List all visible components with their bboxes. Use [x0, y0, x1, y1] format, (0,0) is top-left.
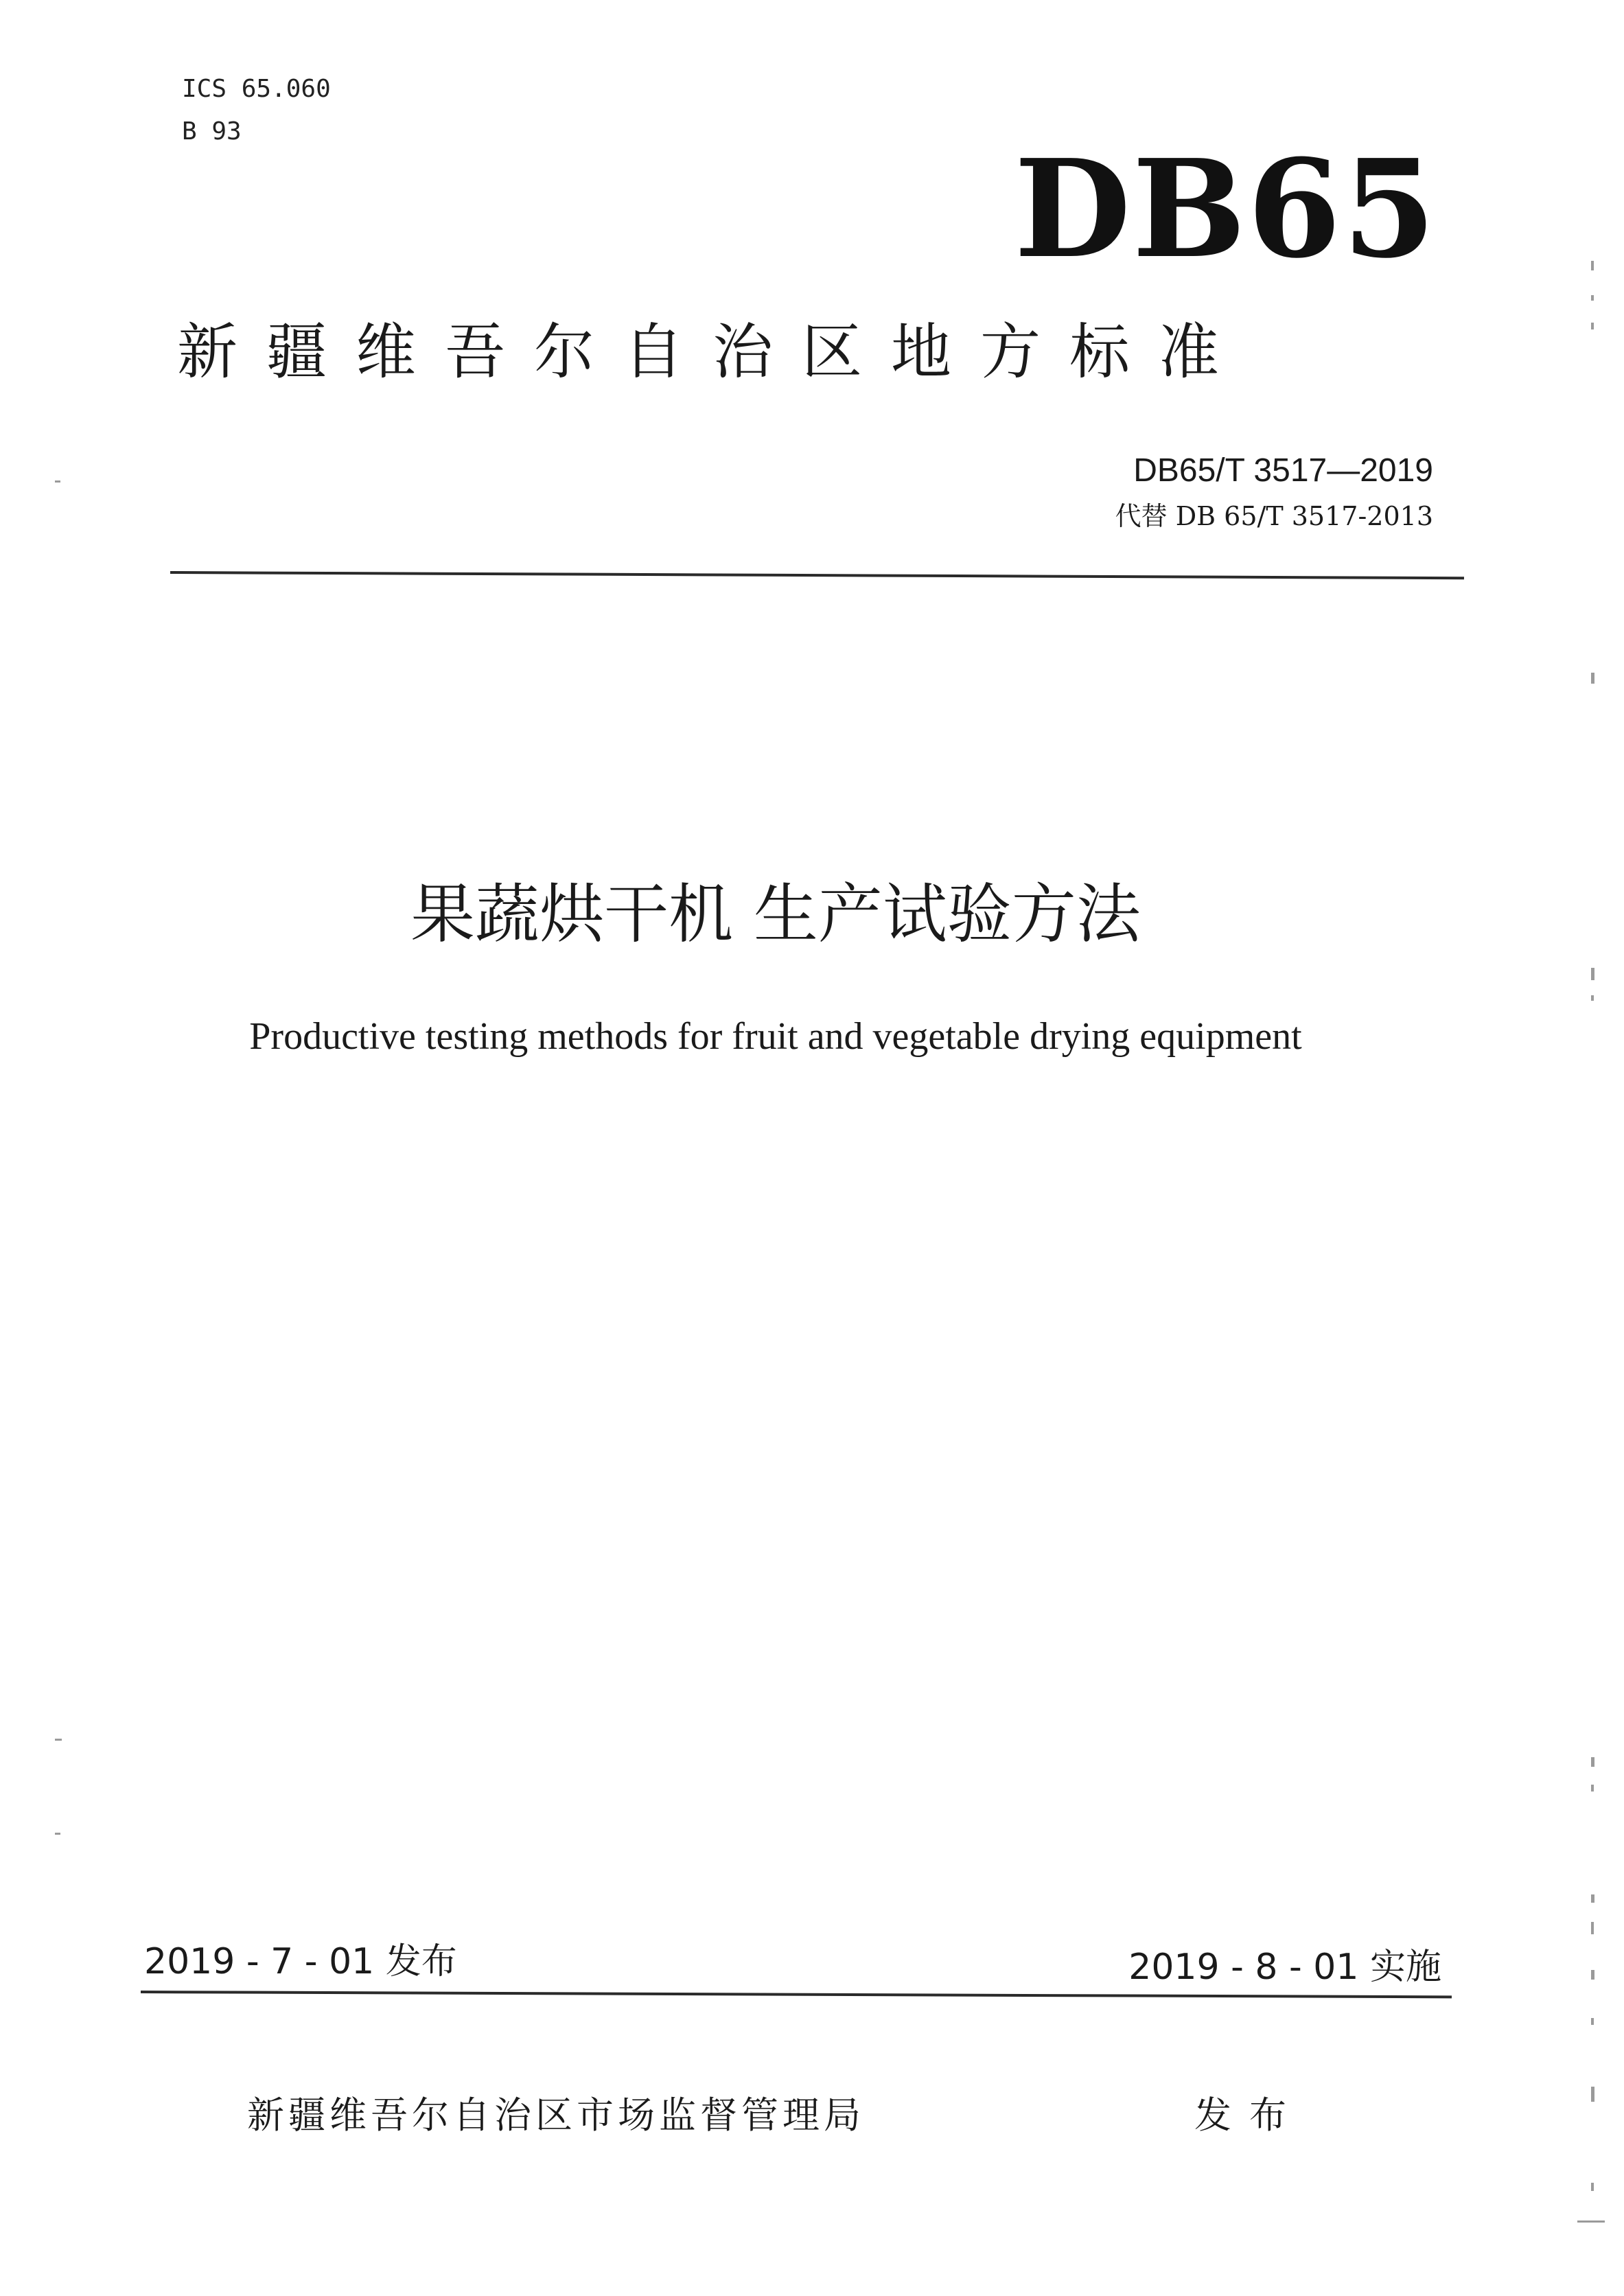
title-chinese: 果蔬烘干机 生产试验方法 — [410, 877, 1141, 952]
publish-date: 2019 - 7 - 01 发布 — [144, 1941, 457, 1982]
bottom-divider — [141, 1991, 1452, 1998]
replaces-standard: 代替 DB 65/T 3517-2013 — [1115, 501, 1433, 531]
implement-date: 2019 - 8 - 01 实施 — [1128, 1947, 1441, 1988]
top-divider — [170, 571, 1464, 579]
standard-type-heading: 新疆维吾尔自治区地方标准 — [177, 316, 1249, 387]
issue-label: 发布 — [1194, 2094, 1304, 2137]
standard-logo: DB65 — [1014, 130, 1437, 288]
ics-code: ICS 65.060 — [182, 75, 331, 103]
ccs-code: B 93 — [182, 117, 242, 146]
title-english: Productive testing methods for fruit and vegetable drying equipment — [249, 1015, 1302, 1058]
standard-number: DB65/T 3517—2019 — [1133, 452, 1433, 489]
issuing-authority: 新疆维吾尔自治区市场监督管理局 — [247, 2094, 865, 2137]
